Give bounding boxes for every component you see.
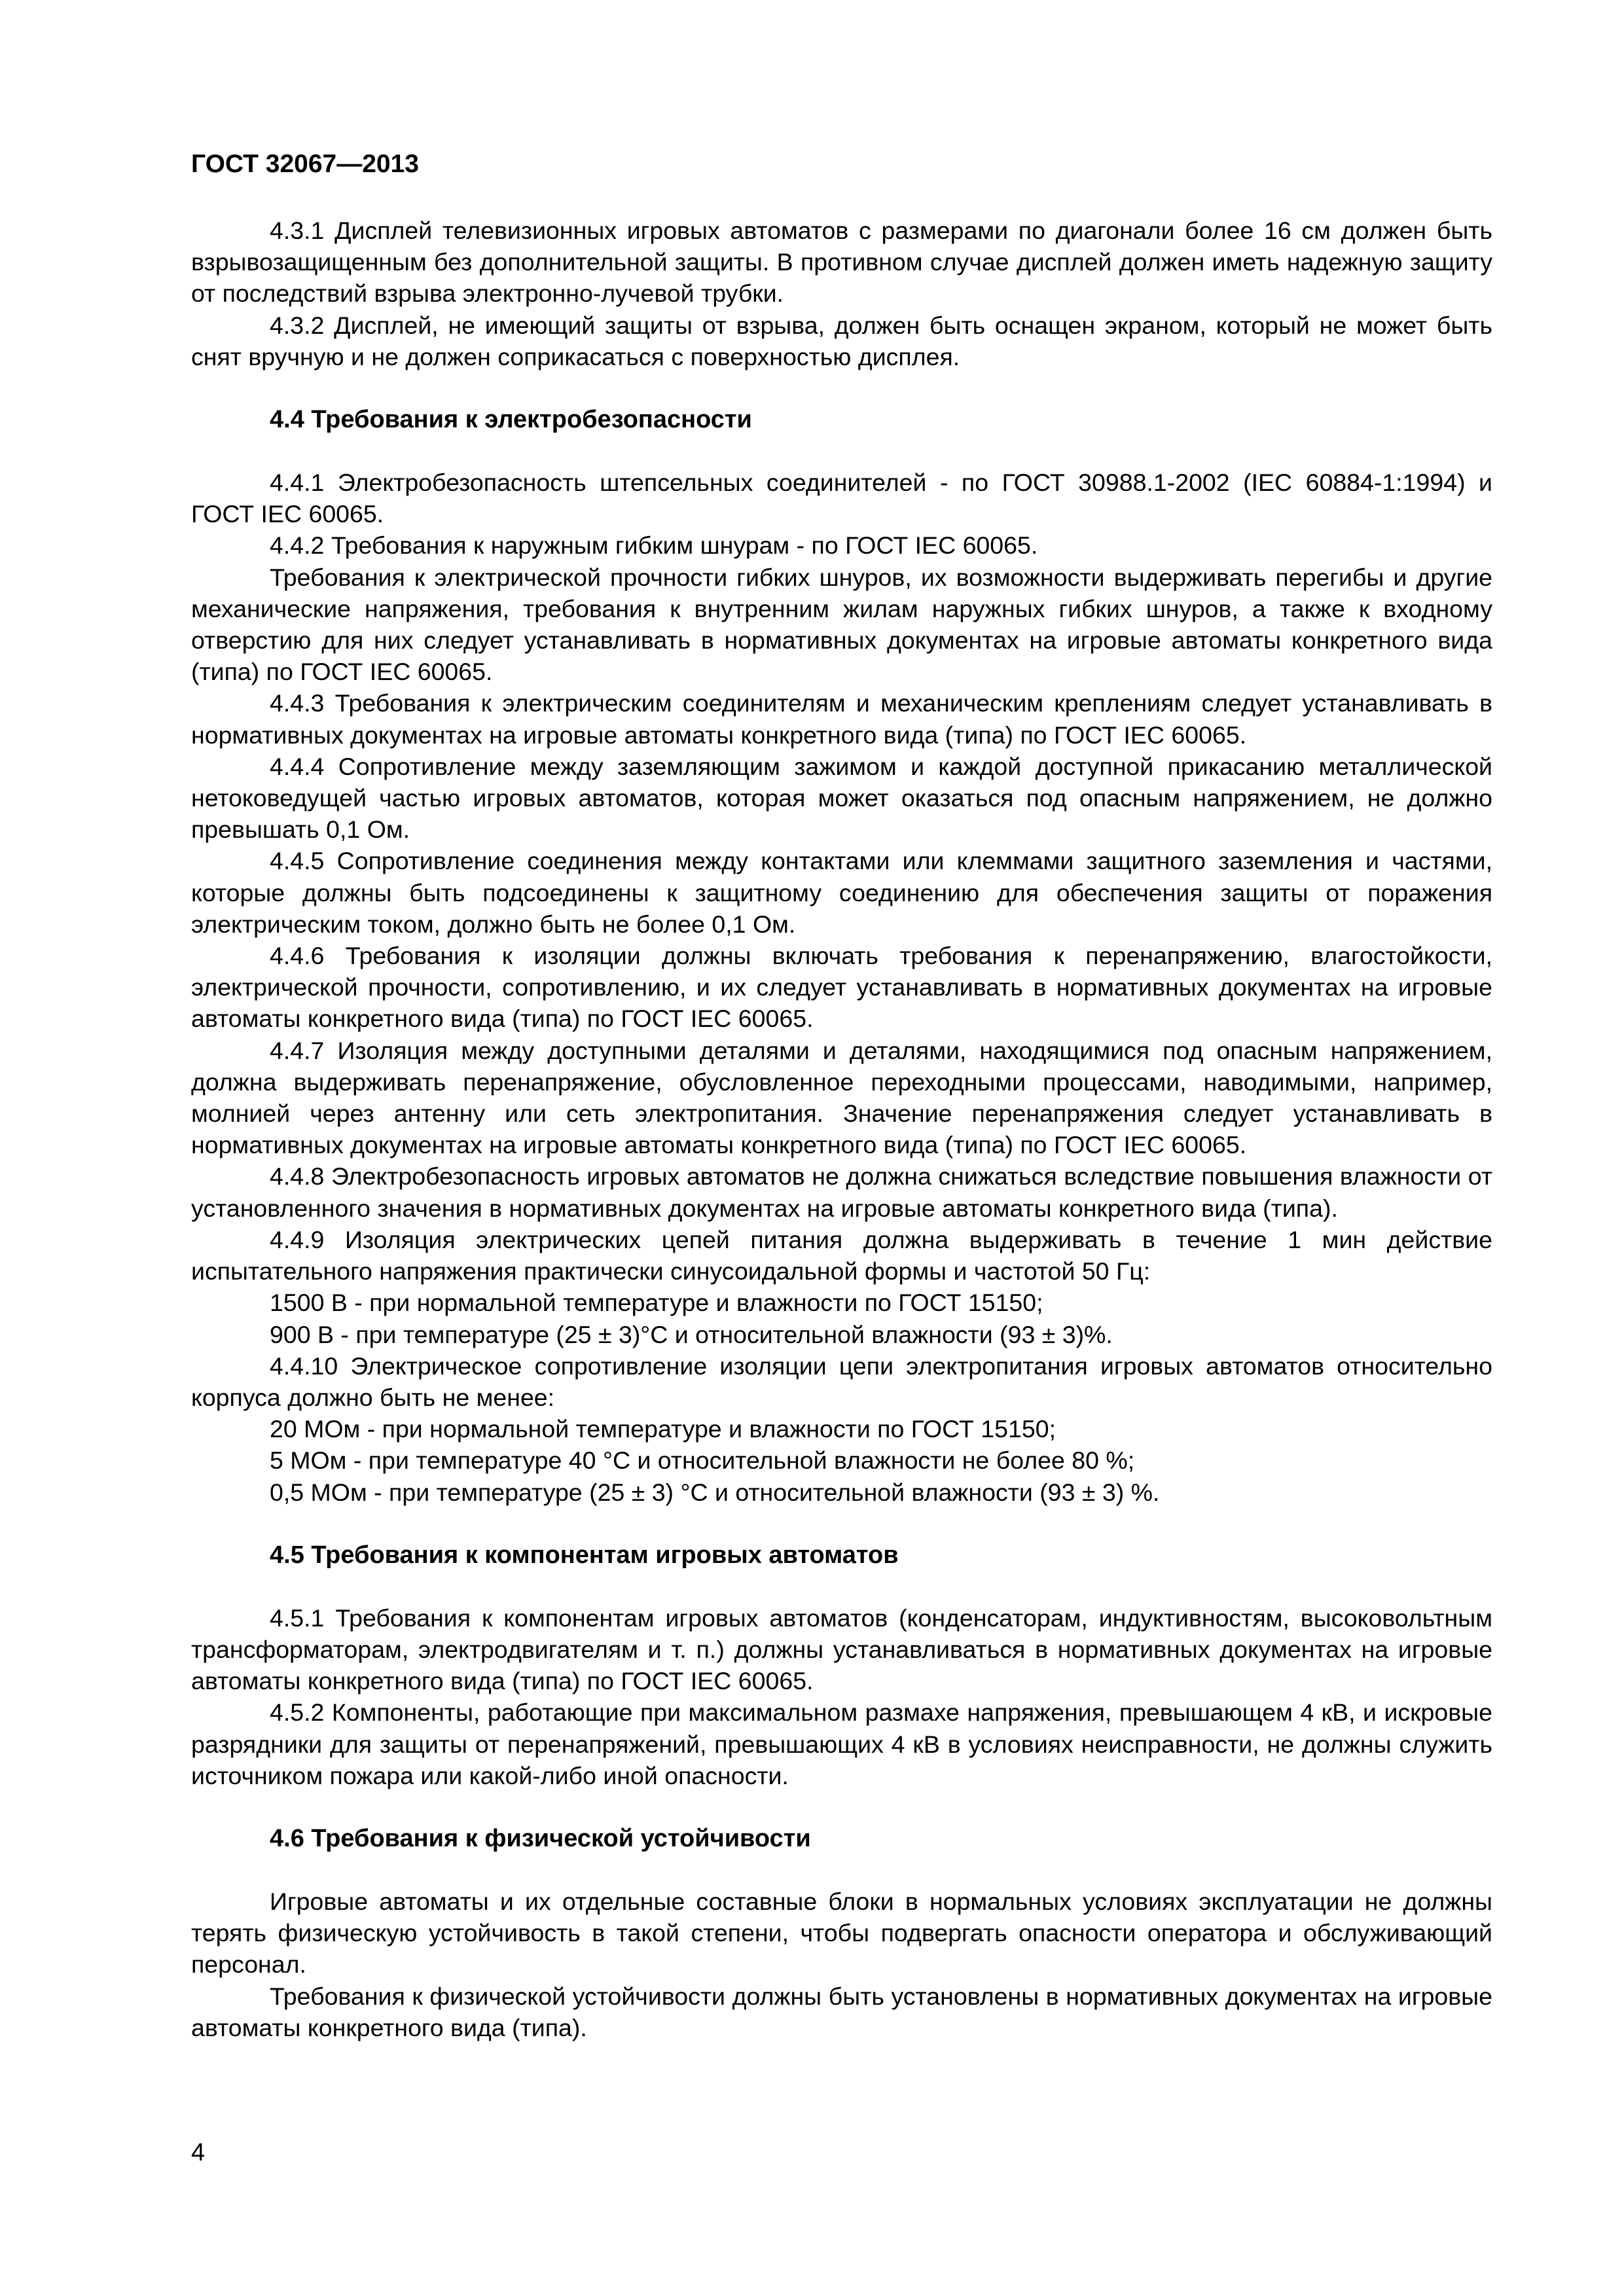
section-heading-4-5: 4.5 Требования к компонентам игровых автоматов (270, 1541, 899, 1569)
section-heading-4-6: 4.6 Требования к физической устойчивости (270, 1824, 811, 1852)
paragraph-4-3-2: 4.3.2 Дисплей, не имеющий защиты от взрыва, должен быть оснащен экраном, который не может быть снят вручную и не должен соприкасаться с поверхностью дисплея. (191, 311, 1492, 370)
paragraph-4-4-2-details: Требования к электрической прочности гибких шнуров, их возможности выдерживать перегибы и другие механические напряжения, требования к внутренним жилам наружных гибких шнуров, а также к входному отверстию для них следует устанавливать в нормативных документах на игровые автоматы конкретного вида (типа) по ГОСТ IEC 60065. (191, 563, 1492, 686)
list-item-20mohm: 20 МОм - при нормальной температуре и влажности по ГОСТ 15150; (270, 1415, 1056, 1443)
paragraph-4-4-4: 4.4.4 Сопротивление между заземляющим зажимом и каждой доступной прикасанию металлической нетоковедущей частью игровых автоматов, которая может оказаться под опасным напряжением, не должно превышать 0,1 Ом. (191, 752, 1492, 844)
paragraph-4-4-8: 4.4.8 Электробезопасность игровых автоматов не должна снижаться вследствие повышения влажности от установленного значения в нормативных документах на игровые автоматы конкретного вида (типа). (191, 1162, 1492, 1222)
section-heading-4-4: 4.4 Требования к электробезопасности (270, 406, 752, 434)
paragraph-4-4-7: 4.4.7 Изоляция между доступными деталями и деталями, находящимися под опасным напряжением, должна выдерживать перенапряжение, обусловленное переходными процессами, наводимыми, например, молнией через антенну или сеть электропитания. Значение перенапряжения следует устанавливать в нормативных документах на игровые автоматы конкретного вида (типа) по ГОСТ IEC 60065. (191, 1036, 1492, 1159)
page-number: 4 (191, 2139, 206, 2166)
paragraph-4-4-2: 4.4.2 Требования к наружным гибким шнурам - по ГОСТ IEC 60065. (270, 531, 1038, 560)
paragraph-4-4-5: 4.4.5 Сопротивление соединения между контактами или клеммами защитного заземления и частями, которые должны быть подсоединены к защитному соединению для обеспечения защиты от поражения электрическим током, должно быть не более 0,1 Ом. (191, 847, 1492, 938)
paragraph-4-4-9: 4.4.9 Изоляция электрических цепей питания должна выдерживать в течение 1 мин действие испытательного напряжения практически синусоидальной формы и частотой 50 Гц: (191, 1225, 1492, 1285)
paragraph-4-4-6: 4.4.6 Требования к изоляции должны включать требования к перенапряжению, влагостойкости, электрической прочности, сопротивлению, и их следует устанавливать в нормативных документах на игровые автоматы конкретного вида (типа) по ГОСТ IEC 60065. (191, 942, 1492, 1033)
paragraph-4-4-3: 4.4.3 Требования к электрическим соединителям и механическим креплениям следует устанавливать в нормативных документах на игровые автоматы конкретного вида (типа) по ГОСТ IEC 60065. (191, 689, 1492, 749)
paragraph-4-4-1: 4.4.1 Электробезопасность штепсельных соединителей - по ГОСТ 30988.1-2002 (IEC 60884-1:1994) и ГОСТ IEC 60065. (191, 469, 1492, 528)
list-item-5mohm: 5 МОм - при температуре 40 °С и относительной влажности не более 80 %; (270, 1446, 1135, 1475)
paragraph-4-3-1: 4.3.1 Дисплей телевизионных игровых автоматов с размерами по диагонали более 16 см должен быть взрывозащищенным без дополнительной защиты. В противном случае дисплей должен иметь надежную защиту от последствий взрыва электронно-лучевой трубки. (191, 217, 1492, 308)
paragraph-4-5-2: 4.5.2 Компоненты, работающие при максимальном размахе напряжения, превышающем 4 кВ, и искровые разрядники для защиты от перенапряжений, превышающих 4 кВ в условиях неисправности, не должны служить источником пожара или какой-либо иной опасности. (191, 1698, 1492, 1789)
paragraph-4-6-stability: Игровые автоматы и их отдельные составные блоки в нормальных условиях эксплуатации не должны терять физическую устойчивость в такой степени, чтобы подвергать опасности оператора и обслуживающий персонал. (191, 1887, 1492, 1979)
list-item-1500v: 1500 В - при нормальной температуре и влажности по ГОСТ 15150; (270, 1289, 1043, 1317)
paragraph-4-5-1: 4.5.1 Требования к компонентам игровых автоматов (конденсаторам, индуктивностям, высоковольтным трансформаторам, электродвигателям и т. п.) должны устанавливаться в нормативных документах на игровые автоматы конкретного вида (типа) по ГОСТ IEC 60065. (191, 1604, 1492, 1695)
document-body (191, 215, 1492, 2043)
paragraph-4-4-10: 4.4.10 Электрическое сопротивление изоляции цепи электропитания игровых автоматов относительно корпуса должно быть не менее: (191, 1352, 1492, 1411)
paragraph-4-6-requirements: Требования к физической устойчивости должны быть установлены в нормативных документах на игровые автоматы конкретного вида (типа). (191, 1982, 1492, 2041)
list-item-900v: 900 В - при температуре (25 ± 3)°С и относительной влажности (93 ± 3)%. (270, 1320, 1113, 1348)
document-header: ГОСТ 32067—2013 (191, 150, 419, 178)
list-item-0-5mohm: 0,5 МОм - при температуре (25 ± 3) °С и относительной влажности (93 ± 3) %. (270, 1478, 1160, 1506)
